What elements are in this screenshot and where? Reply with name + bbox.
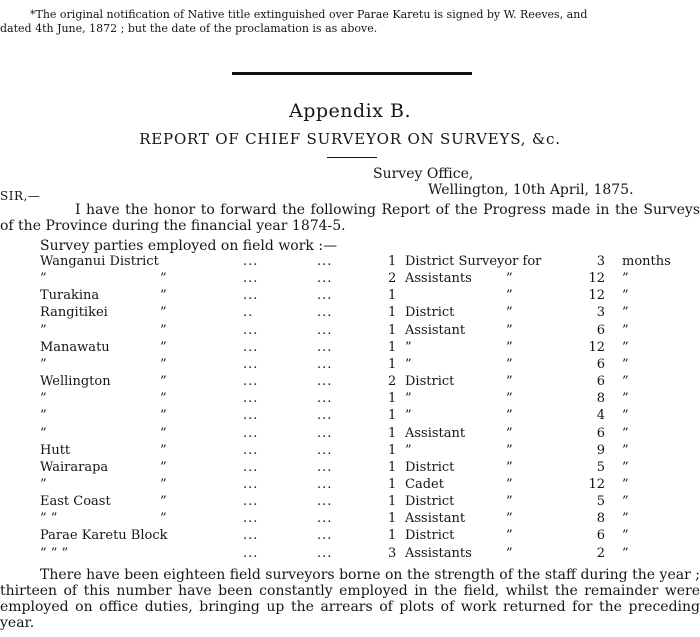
row-unit: ” xyxy=(622,305,629,321)
row-ditto: ” xyxy=(506,494,513,510)
closing-paragraph: There have been eighteen field surveyors borne on the strength of the staff during the year ; thirteen of this number have been constantly employed in the field, whilst the remainder were employed on office duties, bringing up the arrears of plots of work returned for the preceding year. xyxy=(0,567,700,631)
row-unit: ” xyxy=(622,322,629,338)
row-district: Rangitikei xyxy=(40,305,108,321)
row-ditto: ” xyxy=(506,374,513,389)
row-district: Wellington xyxy=(40,374,111,389)
row-leader-dots: ... xyxy=(317,511,333,527)
row-leader-dots: ... xyxy=(243,408,259,424)
survey-party-row xyxy=(0,271,700,287)
row-role: ” xyxy=(405,408,412,424)
row-leader-dots: ... xyxy=(317,374,333,389)
row-unit: ” xyxy=(622,271,629,287)
row-period: 6 xyxy=(596,356,605,372)
row-role: District xyxy=(405,374,455,389)
survey-party-row xyxy=(0,391,700,407)
row-ditto: ” xyxy=(160,374,167,389)
row-district: ” xyxy=(40,391,47,407)
row-district: ” xyxy=(40,408,47,424)
row-period: 12 xyxy=(588,271,605,287)
report-title: REPORT OF CHIEF SURVEYOR ON SURVEYS, &c. xyxy=(139,130,561,148)
row-district: Wairarapa xyxy=(40,459,109,475)
survey-party-row xyxy=(0,323,700,339)
row-ditto: ” xyxy=(160,391,167,407)
row-period: 5 xyxy=(596,494,605,510)
row-leader-dots: ... xyxy=(317,528,333,544)
row-leader-dots: .. xyxy=(243,305,254,321)
row-count: 1 xyxy=(388,288,397,304)
salutation: SIR,— xyxy=(0,189,41,203)
row-period: 12 xyxy=(588,476,605,492)
row-period: 3 xyxy=(596,305,605,321)
row-ditto: ” xyxy=(160,271,167,287)
row-leader-dots: ... xyxy=(317,545,333,561)
row-period: 3 xyxy=(596,254,605,269)
row-unit: ” xyxy=(622,459,629,475)
row-count: 1 xyxy=(388,459,397,475)
row-district: ” xyxy=(40,356,47,372)
row-district: Parae Karetu Block xyxy=(40,528,168,544)
row-district: ” xyxy=(40,425,47,441)
row-period: 6 xyxy=(596,322,605,338)
row-ditto: ” xyxy=(506,339,513,355)
survey-party-row xyxy=(0,426,700,442)
row-leader-dots: ... xyxy=(317,391,333,407)
row-district: Hutt xyxy=(40,442,71,458)
row-unit: ” xyxy=(622,408,629,424)
row-period: 8 xyxy=(596,391,605,407)
row-leader-dots: ... xyxy=(243,391,259,407)
appendix-title: Appendix B. xyxy=(288,100,412,122)
row-leader-dots: ... xyxy=(243,476,259,492)
row-leader-dots: ... xyxy=(317,305,333,321)
row-count: 1 xyxy=(388,254,397,269)
row-ditto: ” xyxy=(506,408,513,424)
footnote-line-1: *The original notification of Native title extinguished over Parae Karetu is signed by W. Reeves, and xyxy=(30,8,588,21)
row-unit: ” xyxy=(622,528,629,544)
row-role: ” xyxy=(405,391,412,407)
row-unit: ” xyxy=(622,476,629,492)
row-count: 2 xyxy=(388,271,397,287)
row-ditto: ” xyxy=(160,511,167,527)
survey-party-row xyxy=(0,408,700,424)
row-leader-dots: ... xyxy=(243,271,259,287)
row-leader-dots: ... xyxy=(317,356,333,372)
survey-party-row xyxy=(0,374,700,390)
row-ditto: ” xyxy=(160,442,167,458)
title-underline xyxy=(327,157,377,158)
row-ditto: ” xyxy=(506,391,513,407)
row-period: 12 xyxy=(588,288,605,304)
survey-party-row xyxy=(0,340,700,356)
row-count: 1 xyxy=(388,391,397,407)
survey-party-row xyxy=(0,477,700,493)
row-count: 1 xyxy=(388,408,397,424)
row-period: 12 xyxy=(588,339,605,355)
row-district: Wanganui District xyxy=(40,254,159,269)
row-leader-dots: ... xyxy=(317,322,333,338)
row-leader-dots: ... xyxy=(243,374,259,389)
row-unit: ” xyxy=(622,339,629,355)
row-role: District xyxy=(405,459,455,475)
row-count: 1 xyxy=(388,305,397,321)
row-ditto: ” xyxy=(506,322,513,338)
row-unit: ” xyxy=(622,288,629,304)
row-leader-dots: ... xyxy=(317,254,333,269)
office-date: Wellington, 10th April, 1875. xyxy=(428,182,634,198)
row-ditto: ” xyxy=(506,356,513,372)
row-ditto: ” xyxy=(506,528,513,544)
row-leader-dots: ... xyxy=(243,425,259,441)
survey-party-row xyxy=(0,254,700,270)
row-count: 2 xyxy=(388,374,397,389)
row-unit: months xyxy=(622,254,671,269)
row-role: District Surveyor for xyxy=(405,254,542,269)
row-district: ” xyxy=(40,322,47,338)
row-leader-dots: ... xyxy=(243,254,259,269)
row-role: Assistant xyxy=(405,425,466,441)
row-period: 9 xyxy=(596,442,605,458)
intro-paragraph: I have the honor to forward the following Report of the Progress made in the Surveys of the Province during the financial year 1874-5. xyxy=(0,202,700,234)
row-unit: ” xyxy=(622,374,629,389)
row-ditto: ” xyxy=(160,476,167,492)
row-leader-dots: ... xyxy=(317,271,333,287)
row-role: District xyxy=(405,494,455,510)
row-district: Turakina xyxy=(40,288,100,304)
row-ditto: ” xyxy=(506,476,513,492)
row-role: Assistant xyxy=(405,511,466,527)
row-leader-dots: ... xyxy=(243,356,259,372)
row-unit: ” xyxy=(622,442,629,458)
row-leader-dots: ... xyxy=(317,288,333,304)
survey-parties-intro: Survey parties employed on field work :— xyxy=(40,238,338,254)
row-district: ” xyxy=(40,271,47,287)
section-divider xyxy=(232,72,472,75)
row-role: District xyxy=(405,528,455,544)
row-period: 4 xyxy=(596,408,605,424)
row-district: ” ” xyxy=(40,511,58,527)
row-leader-dots: ... xyxy=(243,528,259,544)
row-count: 1 xyxy=(388,528,397,544)
row-ditto: ” xyxy=(506,459,513,475)
row-ditto: ” xyxy=(506,442,513,458)
row-ditto: ” xyxy=(160,288,167,304)
row-district: ” xyxy=(40,476,47,492)
survey-party-row xyxy=(0,288,700,304)
row-role: Assistants xyxy=(405,271,472,287)
row-leader-dots: ... xyxy=(243,442,259,458)
survey-party-row xyxy=(0,494,700,510)
row-leader-dots: ... xyxy=(317,408,333,424)
row-ditto: ” xyxy=(506,425,513,441)
row-role: Assistants xyxy=(405,545,472,561)
row-ditto: ” xyxy=(160,425,167,441)
row-leader-dots: ... xyxy=(243,545,259,561)
survey-party-row xyxy=(0,460,700,476)
row-leader-dots: ... xyxy=(243,459,259,475)
row-role: Assistant xyxy=(405,322,466,338)
office-address: Survey Office, xyxy=(373,166,474,182)
row-role: District xyxy=(405,305,455,321)
row-ditto: ” xyxy=(160,494,167,510)
row-unit: ” xyxy=(622,494,629,510)
row-leader-dots: ... xyxy=(317,339,333,355)
row-ditto: ” xyxy=(160,459,167,475)
survey-party-row xyxy=(0,305,700,321)
row-unit: ” xyxy=(622,545,629,561)
row-leader-dots: ... xyxy=(317,425,333,441)
row-leader-dots: ... xyxy=(243,322,259,338)
survey-party-row xyxy=(0,357,700,373)
row-period: 8 xyxy=(596,511,605,527)
row-ditto: ” xyxy=(506,305,513,321)
row-count: 1 xyxy=(388,511,397,527)
row-count: 1 xyxy=(388,442,397,458)
row-ditto: ” xyxy=(506,271,513,287)
row-unit: ” xyxy=(622,511,629,527)
row-count: 1 xyxy=(388,494,397,510)
row-ditto: ” xyxy=(160,322,167,338)
row-role: ” xyxy=(405,356,412,372)
footnote-line-2: dated 4th June, 1872 ; but the date of the proclamation is as above. xyxy=(0,22,378,35)
footnote xyxy=(0,8,700,36)
row-leader-dots: ... xyxy=(317,476,333,492)
row-ditto: ” xyxy=(160,339,167,355)
row-count: 1 xyxy=(388,476,397,492)
row-leader-dots: ... xyxy=(317,442,333,458)
survey-party-row xyxy=(0,546,700,562)
row-leader-dots: ... xyxy=(317,494,333,510)
row-count: 1 xyxy=(388,425,397,441)
row-ditto: ” xyxy=(506,545,513,561)
row-period: 5 xyxy=(596,459,605,475)
row-period: 6 xyxy=(596,374,605,389)
row-period: 2 xyxy=(596,545,605,561)
row-count: 1 xyxy=(388,356,397,372)
row-role: ” xyxy=(405,442,412,458)
row-unit: ” xyxy=(622,425,629,441)
row-leader-dots: ... xyxy=(243,288,259,304)
row-district: East Coast xyxy=(40,494,111,510)
row-ditto: ” xyxy=(160,305,167,321)
survey-party-row xyxy=(0,443,700,459)
row-period: 6 xyxy=(596,528,605,544)
row-district: Manawatu xyxy=(40,339,110,355)
row-role: ” xyxy=(405,339,412,355)
row-period: 6 xyxy=(596,425,605,441)
row-leader-dots: ... xyxy=(317,459,333,475)
survey-party-row xyxy=(0,528,700,544)
row-ditto: ” xyxy=(160,356,167,372)
row-unit: ” xyxy=(622,356,629,372)
row-count: 3 xyxy=(388,545,397,561)
row-count: 1 xyxy=(388,322,397,338)
row-district: ” ” ” xyxy=(40,545,69,561)
row-count: 1 xyxy=(388,339,397,355)
row-leader-dots: ... xyxy=(243,511,259,527)
row-ditto: ” xyxy=(160,408,167,424)
row-unit: ” xyxy=(622,391,629,407)
row-ditto: ” xyxy=(506,511,513,527)
survey-party-row xyxy=(0,511,700,527)
row-ditto: ” xyxy=(506,288,513,304)
row-leader-dots: ... xyxy=(243,339,259,355)
row-leader-dots: ... xyxy=(243,494,259,510)
row-role: Cadet xyxy=(405,476,444,492)
